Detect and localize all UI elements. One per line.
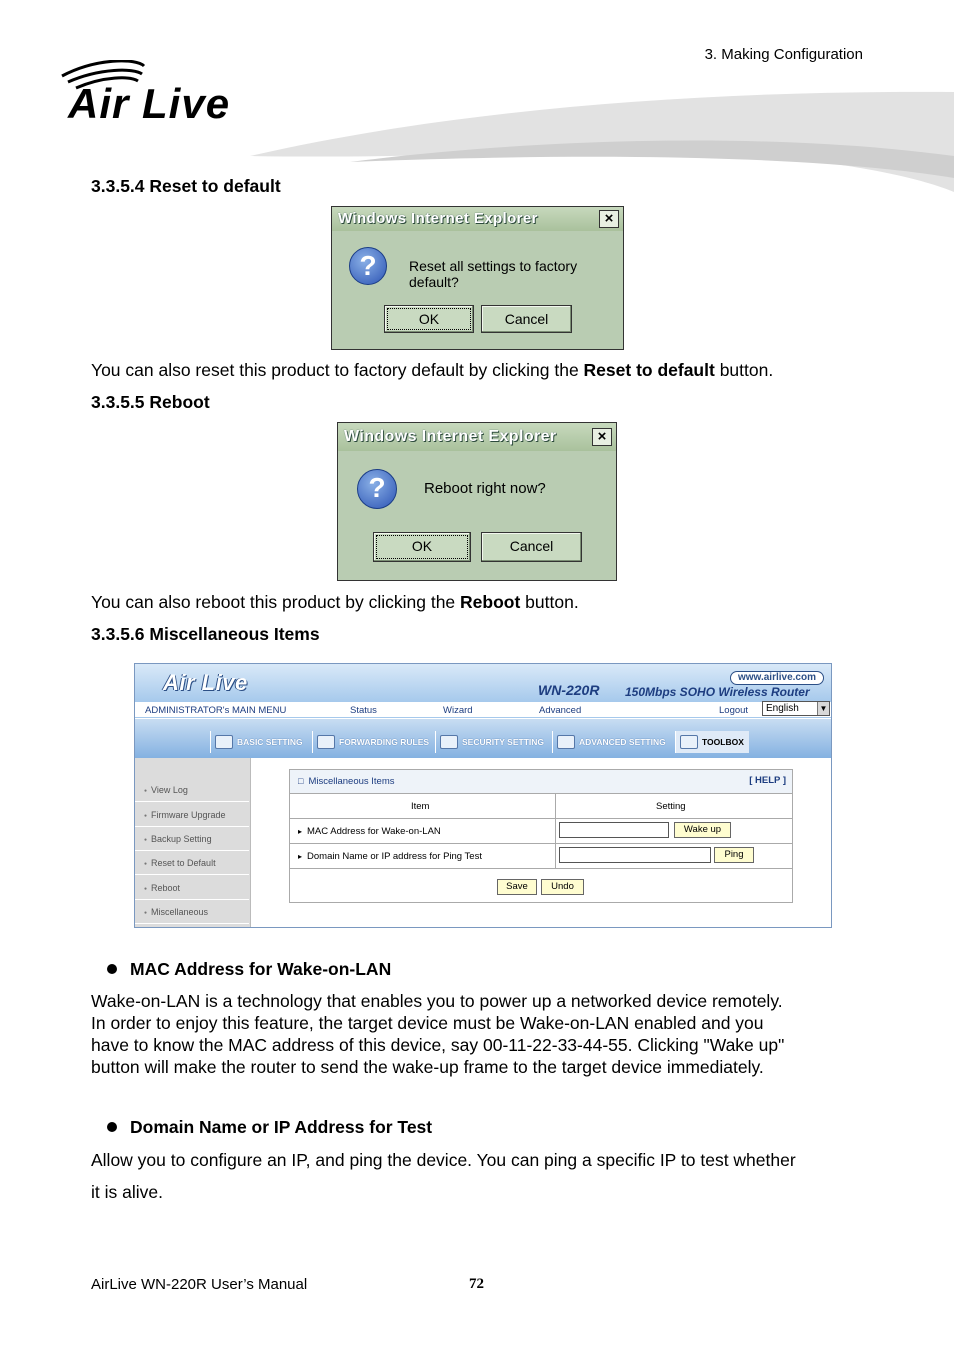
table-header-row (290, 794, 792, 819)
router-model: WN-220R (538, 682, 600, 698)
table-row (290, 844, 792, 869)
sidebar-item-reset-to-default[interactable]: ● Reset to Default (135, 851, 249, 875)
ping-label: ▸ Domain Name or IP address for Ping Test (298, 851, 482, 862)
help-link[interactable]: [ HELP ] (749, 775, 786, 786)
chapter-title: 3. Making Configuration (704, 46, 863, 63)
tab-basic-setting[interactable]: BASIC SETTING (210, 731, 311, 753)
sidebar-item-firmware-upgrade[interactable]: ● Firmware Upgrade (135, 803, 249, 827)
tab-security-setting[interactable]: SECURITY SETTING (435, 731, 551, 753)
question-icon: ? (357, 469, 397, 509)
router-url[interactable]: www.airlive.com (730, 671, 824, 685)
reset-dialog (331, 206, 624, 350)
reboot-dialog (337, 422, 617, 581)
tab-advanced-setting[interactable]: ADVANCED SETTING (552, 731, 674, 753)
chevron-down-icon: ▼ (817, 702, 829, 715)
dialog-message: Reboot right now? (424, 480, 546, 497)
wol-line-1: Wake-on-LAN is a technology that enables you to power up a networked device remotely. (91, 991, 783, 1011)
router-logo: Air Live (163, 670, 248, 695)
security-setting-icon (440, 735, 458, 749)
dialog-titlebar (332, 207, 623, 231)
cancel-button[interactable]: Cancel (481, 305, 572, 333)
reset-description: You can also reset this product to factory default by clicking the Reset to default button. (91, 360, 774, 380)
menu-advanced[interactable]: Advanced (539, 705, 582, 716)
wol-line-4: button will make the router to send the wake-up frame to the target device immediately. (91, 1057, 764, 1077)
reboot-description: You can also reboot this product by clicking the Reboot button. (91, 592, 579, 612)
router-sidebar (135, 758, 251, 928)
tab-forwarding-rules[interactable]: FORWARDING RULES (312, 731, 434, 753)
router-tabs (135, 719, 831, 758)
page-number: 72 (469, 1276, 484, 1292)
menu-admin[interactable]: ADMINISTRATOR's MAIN MENU (145, 705, 287, 716)
close-icon[interactable]: × (592, 428, 612, 446)
logo-text: Air Live (68, 80, 231, 127)
wol-line-2: In order to enjoy this feature, the target device must be Wake-on-LAN enabled and you (91, 1013, 764, 1033)
table-row (290, 819, 792, 844)
col-item: Item (411, 801, 430, 812)
advanced-setting-icon (557, 735, 575, 749)
mac-address-input[interactable] (559, 822, 669, 838)
ping-button[interactable]: Ping (714, 847, 754, 863)
panel-title: □ Miscellaneous Items (298, 771, 395, 792)
menu-status[interactable]: Status (350, 705, 377, 716)
dialog-titlebar (338, 423, 616, 451)
sidebar-item-backup-setting[interactable]: ● Backup Setting (135, 827, 249, 851)
language-select[interactable]: English ▼ (762, 701, 830, 716)
airlive-logo (56, 60, 286, 130)
misc-panel (289, 769, 793, 903)
ping-line-1: Allow you to configure an IP, and ping the device. You can ping a specific IP to test whether (91, 1150, 796, 1170)
ok-button[interactable]: OK (384, 305, 474, 333)
save-button[interactable]: Save (497, 879, 537, 895)
misc-heading: 3.3.5.6 Miscellaneous Items (91, 624, 320, 644)
sidebar-item-miscellaneous[interactable]: ● Miscellaneous (135, 900, 249, 924)
dialog-title: Windows Internet Explorer (344, 428, 557, 445)
cancel-button[interactable]: Cancel (481, 532, 582, 562)
menu-logout[interactable]: Logout (719, 705, 749, 716)
router-header (135, 664, 831, 702)
col-setting: Setting (656, 801, 686, 812)
question-icon: ? (349, 247, 387, 285)
sidebar-item-view-log[interactable]: ● View Log (135, 778, 249, 802)
reboot-heading: 3.3.5.5 Reboot (91, 392, 210, 412)
ping-host-input[interactable] (559, 847, 711, 863)
tab-toolbox[interactable]: TOOLBOX (675, 731, 749, 753)
dialog-message: Reset all settings to factory default? (409, 258, 578, 290)
dialog-title: Windows Internet Explorer (338, 210, 538, 227)
sidebar-item-reboot[interactable]: ● Reboot (135, 876, 249, 900)
ping-title: Domain Name or IP Address for Test (130, 1117, 433, 1137)
router-menu (135, 702, 831, 718)
bullet-icon (107, 964, 117, 974)
undo-button[interactable]: Undo (541, 879, 584, 895)
wol-label: ▸ MAC Address for Wake-on-LAN (298, 826, 441, 837)
wake-up-button[interactable]: Wake up (674, 822, 731, 838)
toolbox-icon (680, 735, 698, 749)
wol-line-3: have to know the MAC address of this device, say 00-11-22-33-44-55. Clicking "Wake up" (91, 1035, 785, 1055)
basic-setting-icon (215, 735, 233, 749)
close-icon[interactable]: × (599, 210, 619, 228)
menu-wizard[interactable]: Wizard (443, 705, 473, 716)
footer-manual: AirLive WN-220R User’s Manual (91, 1276, 308, 1293)
router-description: 150Mbps SOHO Wireless Router (625, 685, 810, 699)
bullet-icon (107, 1122, 117, 1132)
router-screenshot (134, 663, 832, 928)
panel-header (290, 770, 792, 794)
reset-heading: 3.3.5.4 Reset to default (91, 176, 281, 196)
forwarding-rules-icon (317, 735, 335, 749)
wol-title: MAC Address for Wake-on-LAN (130, 959, 392, 979)
ok-button[interactable]: OK (373, 532, 471, 562)
ping-line-2: it is alive. (91, 1182, 163, 1202)
